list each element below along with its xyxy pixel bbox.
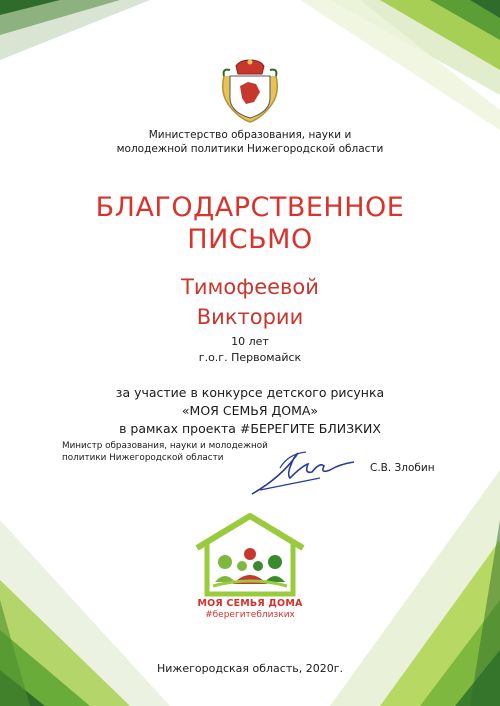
signer-role-line-1: Министр образования, науки и молодежной: [62, 441, 268, 451]
reason-line-2: «МОЯ СЕМЬЯ ДОМА»: [181, 403, 319, 418]
signature-icon: [250, 448, 360, 498]
recipient-city: г.о.г. Первомайск: [198, 351, 302, 364]
reason-line-3: в рамках проекта #БЕРЕГИТЕ БЛИЗКИХ: [119, 421, 381, 436]
ministry-header: [0, 128, 500, 156]
recipient-name: [0, 272, 500, 332]
document-title: [0, 192, 500, 256]
reason-line-1: за участие в конкурсе детского рисунка: [115, 385, 385, 400]
signer-name: С.В. Злобин: [370, 462, 435, 474]
title-line-2: ПИСЬМО: [187, 224, 313, 255]
recipient-surname: Тимофеевой: [181, 275, 319, 299]
title-line-1: БЛАГОДАРСТВЕННОЕ: [95, 192, 405, 223]
ministry-line-2: молодежной политики Нижегородской области: [116, 143, 384, 155]
recipient-first-name: Виктории: [196, 305, 304, 329]
logo-hashtag: #берегитеблизких: [205, 610, 295, 620]
signer-role-line-2: политики Нижегородской области: [62, 453, 224, 463]
signer-role: [62, 440, 282, 464]
ministry-line-1: Министерство образования, науки и: [148, 129, 352, 141]
coat-of-arms-icon: [218, 58, 282, 124]
logo-title: МОЯ СЕМЬЯ ДОМА: [197, 598, 303, 609]
recipient-age: 10 лет: [231, 335, 269, 348]
award-reason: [0, 384, 500, 438]
family-house-logo-icon: [185, 512, 315, 598]
footer-place-date: Нижегородская область, 2020г.: [157, 662, 343, 675]
